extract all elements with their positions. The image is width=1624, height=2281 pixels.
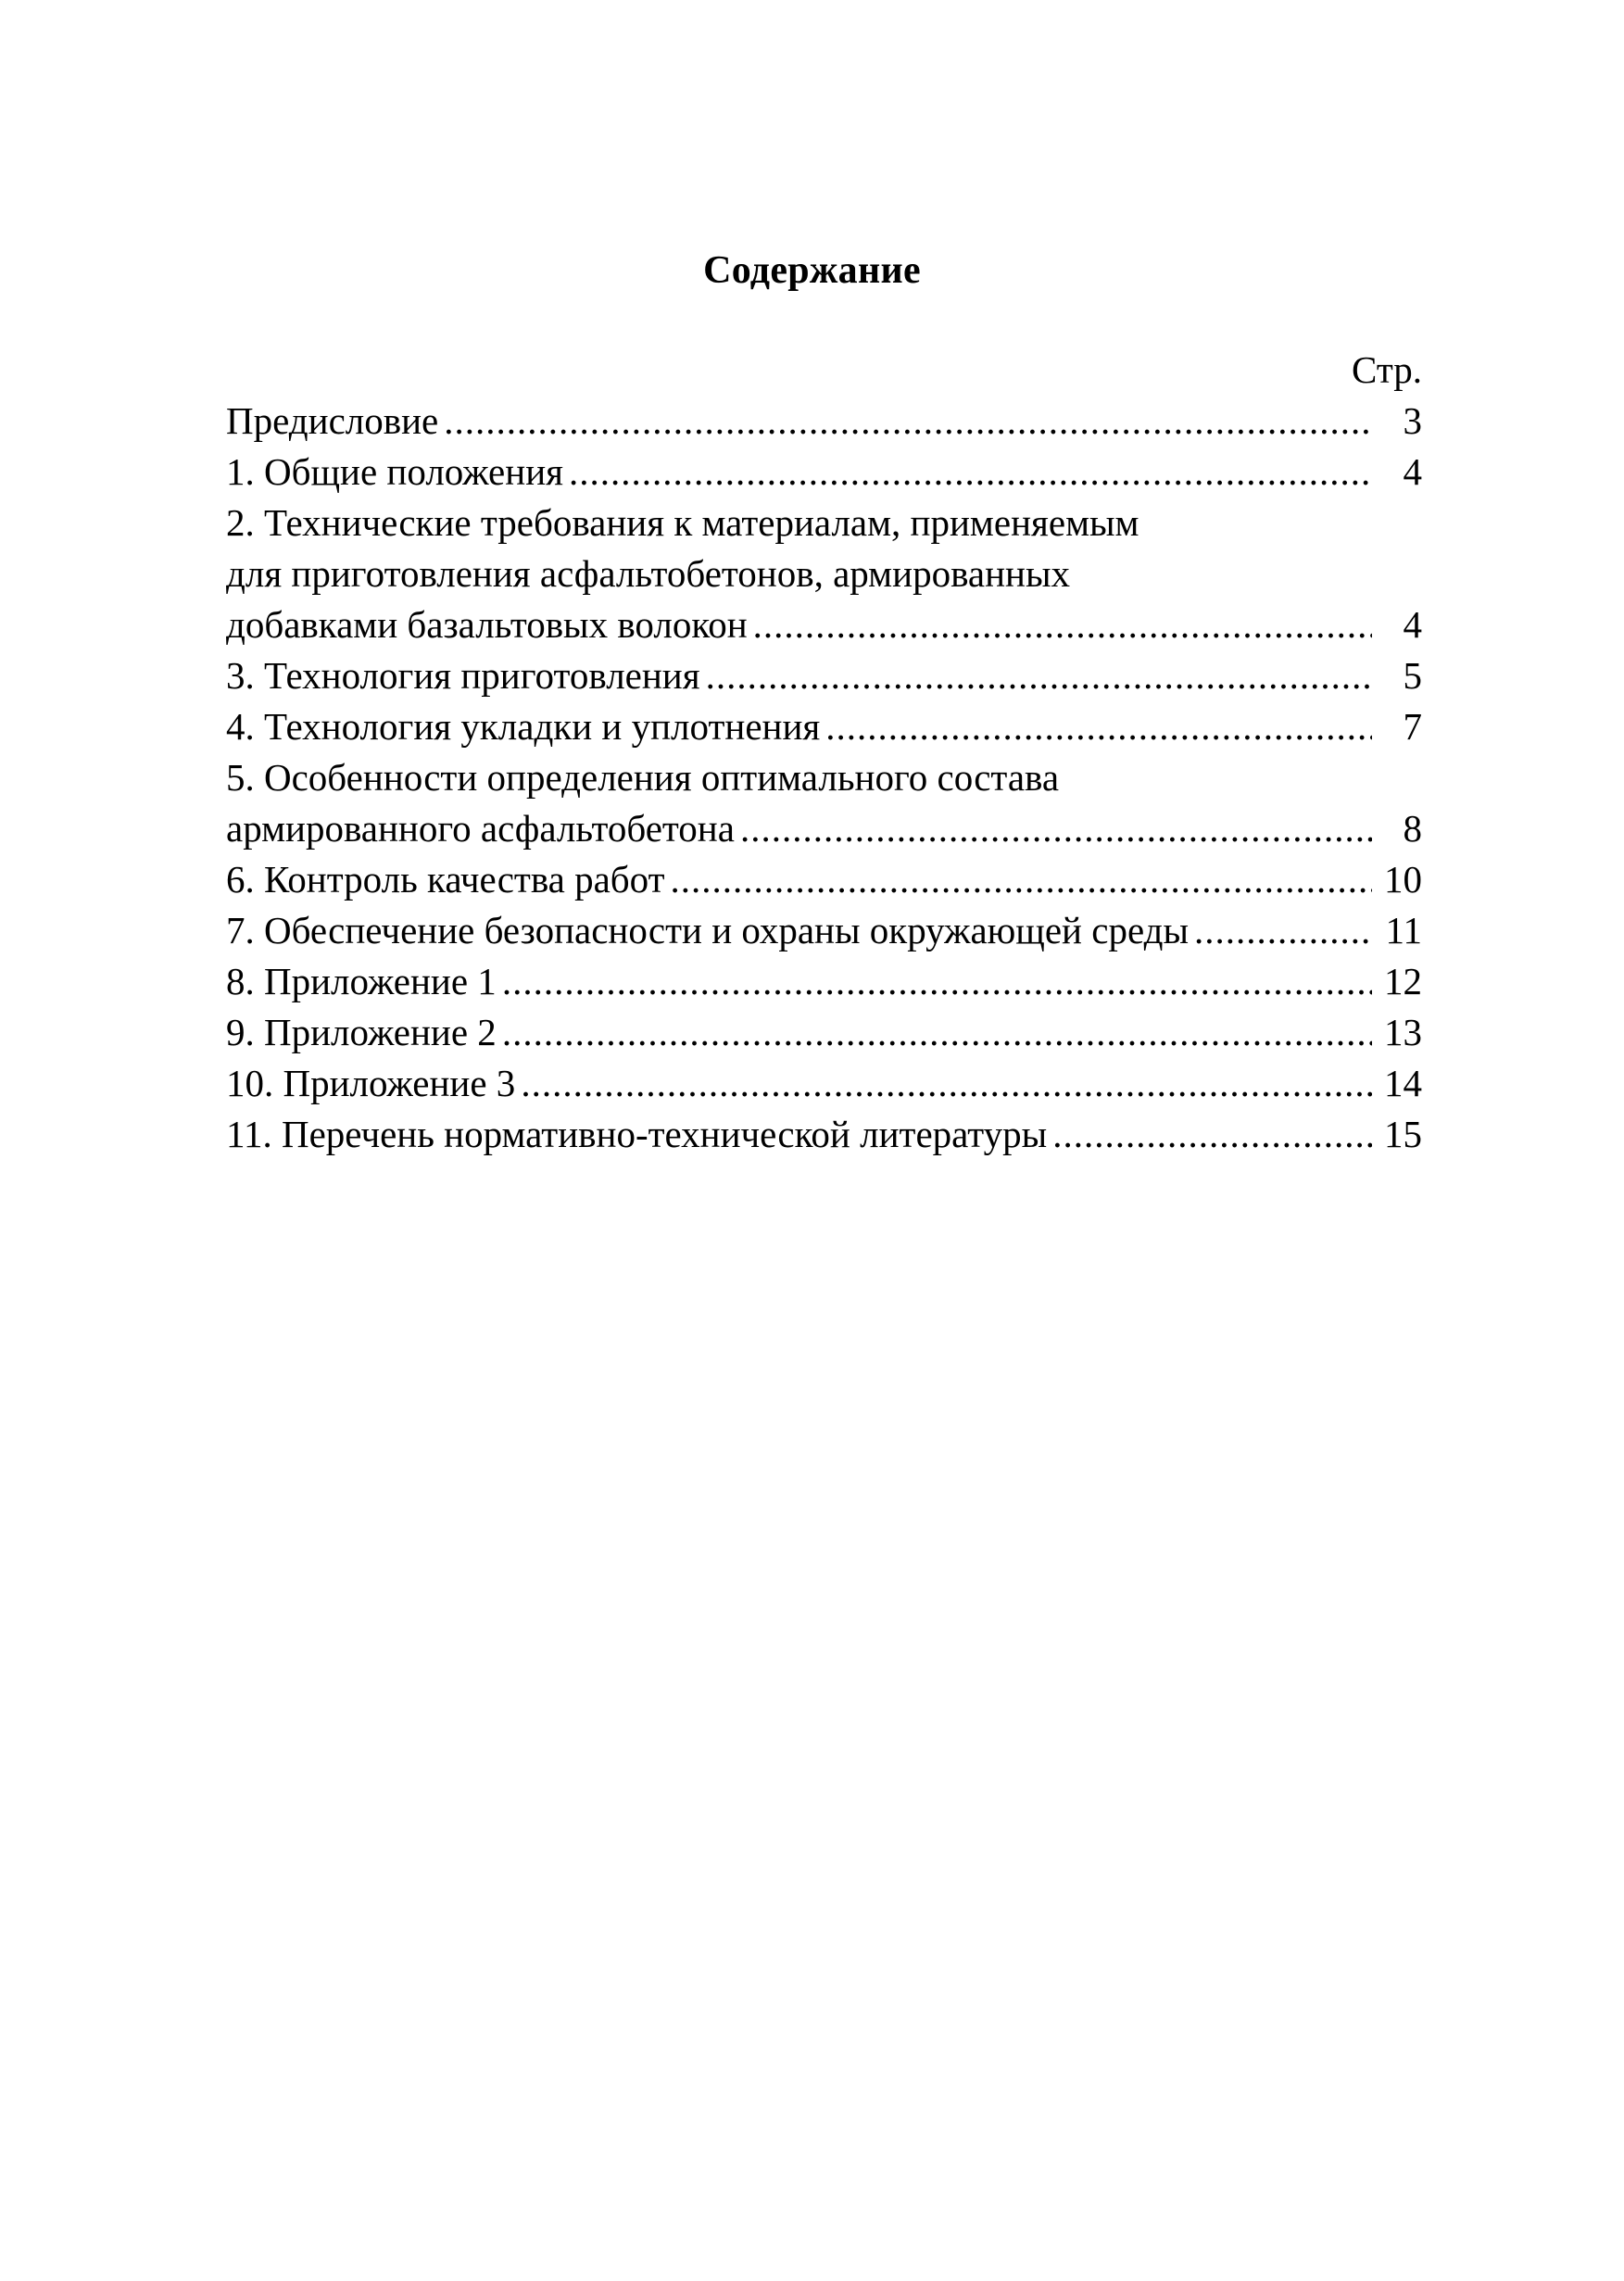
toc-line [226,1007,1422,1058]
toc-entry[interactable] [226,396,1422,447]
toc-line [226,701,1422,752]
dot-leader [569,447,1372,498]
dot-leader [706,650,1372,701]
toc-entry-text: 9. Приложение 2 [226,1011,497,1053]
toc-page-number: 11 [1385,909,1422,951]
toc-page-number: 12 [1384,960,1422,1002]
toc-page-number: 13 [1384,1011,1422,1053]
toc-entry[interactable] [226,1058,1422,1109]
dot-leader [740,803,1372,854]
toc-entry[interactable] [226,447,1422,498]
page-title: Содержание [703,249,921,292]
toc-entry-text: 6. Контроль качества работ [226,858,665,901]
toc-entry-text: для приготовления асфальтобетонов, армированных [226,552,1071,595]
toc-line [226,548,1422,599]
toc-line [226,803,1422,854]
toc-entry-text: 8. Приложение 1 [226,960,497,1002]
toc-page-number: 4 [1403,450,1422,493]
toc-entry-text: 2. Технические требования к материалам, применяемым [226,501,1139,544]
toc-page-number: 4 [1403,603,1422,646]
toc-entry[interactable] [226,854,1422,905]
toc-line [226,752,1422,803]
table-of-contents [226,345,1422,1160]
dot-leader [825,701,1372,752]
dot-leader [502,1007,1372,1058]
dot-leader [671,854,1372,905]
toc-line [226,1109,1422,1160]
toc-entry[interactable] [226,498,1422,650]
dot-leader [753,599,1372,650]
toc-page-number: 7 [1403,705,1422,748]
dot-leader [1194,905,1372,956]
dot-leader [444,396,1372,447]
toc-entry-text: армированного асфальтобетона [226,807,735,850]
toc-line [226,396,1422,447]
toc-page-number: 3 [1403,399,1422,442]
page-column-header: Стр. [1352,348,1422,391]
toc-entry[interactable] [226,956,1422,1007]
toc-page-number: 5 [1403,654,1422,697]
toc-entry[interactable] [226,650,1422,701]
toc-page-number: 15 [1384,1113,1422,1155]
toc-entry[interactable] [226,752,1422,854]
toc-entry-text: 7. Обеспечение безопасности и охраны окружающей среды [226,909,1190,951]
toc-line [226,1058,1422,1109]
toc-line [226,447,1422,498]
toc-line [226,650,1422,701]
dot-leader [521,1058,1372,1109]
toc-entry-text: Предисловие [226,399,439,442]
toc-line [226,956,1422,1007]
toc-entry[interactable] [226,1109,1422,1160]
toc-entry-text: 5. Особенности определения оптимального состава [226,756,1060,799]
toc-entry-text: 11. Перечень нормативно-технической литературы [226,1113,1048,1155]
toc-entry[interactable] [226,905,1422,956]
toc-page-number: 8 [1403,807,1422,850]
toc-entry-text: 10. Приложение 3 [226,1062,516,1104]
dot-leader [1052,1109,1372,1160]
toc-page-number: 14 [1384,1062,1422,1104]
toc-line [226,599,1422,650]
toc-entry-text: добавками базальтовых волокон [226,603,748,646]
toc-page-number: 10 [1384,858,1422,901]
dot-leader [502,956,1372,1007]
toc-entry[interactable] [226,701,1422,752]
toc-line [226,854,1422,905]
toc-entry-text: 4. Технология укладки и уплотнения [226,705,821,748]
toc-entry[interactable] [226,1007,1422,1058]
toc-line [226,905,1422,956]
toc-entries [226,396,1422,1160]
toc-entry-text: 3. Технология приготовления [226,654,700,697]
toc-line [226,498,1422,548]
toc-entry-text: 1. Общие положения [226,450,563,493]
